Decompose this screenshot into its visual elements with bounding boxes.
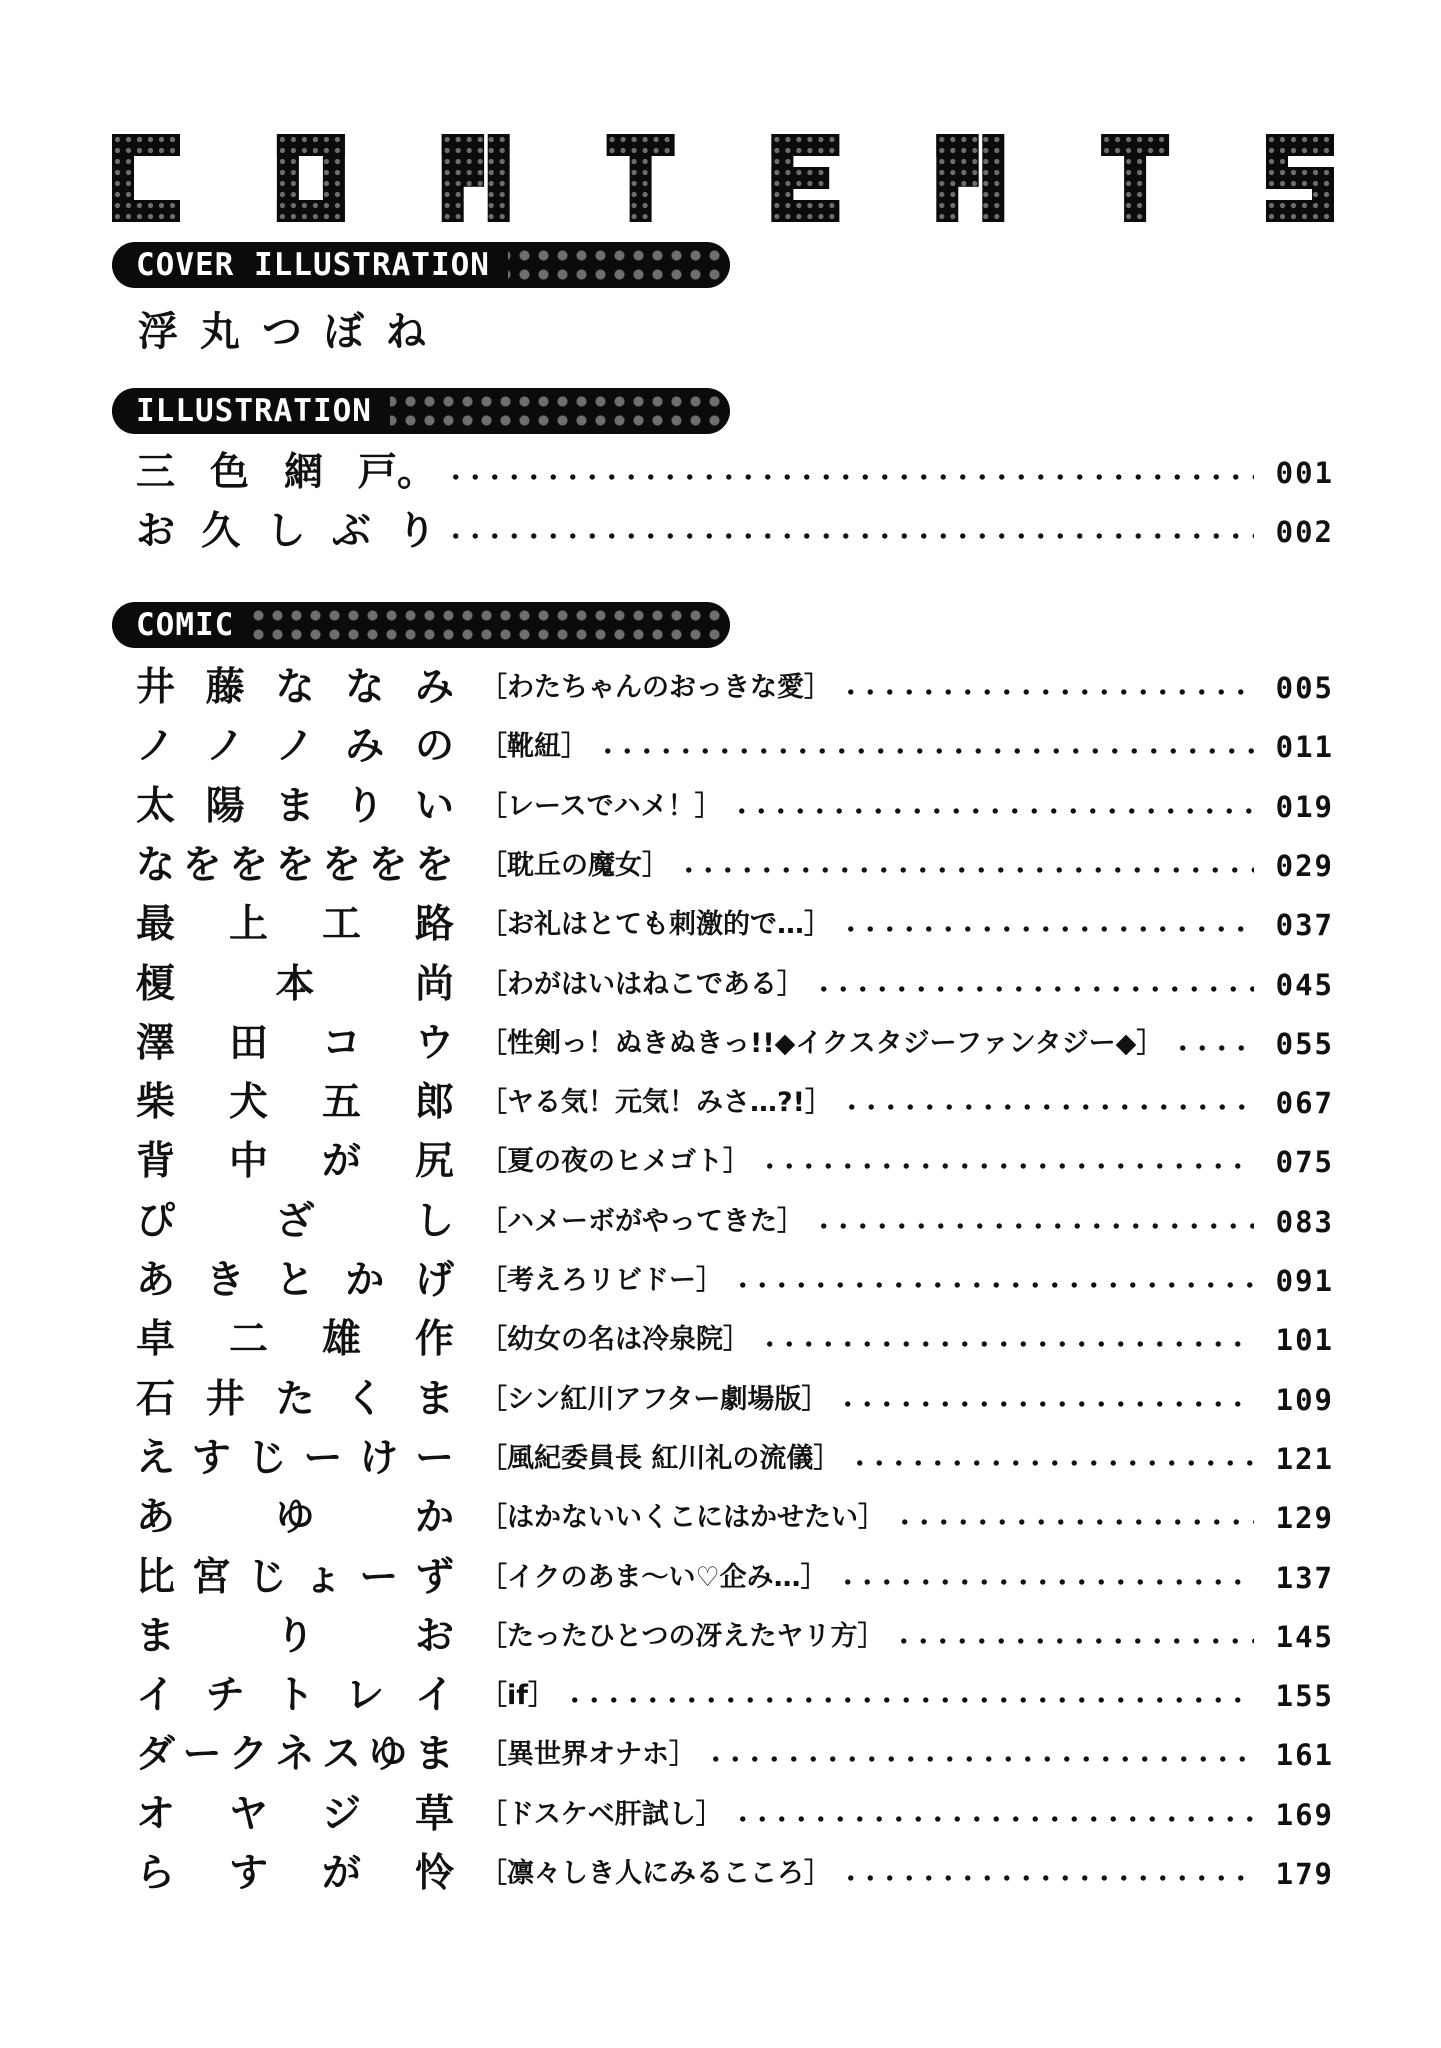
title-letter-t [607, 134, 675, 222]
toc-entry [136, 1610, 1334, 1664]
entry-page-number: 005 [1275, 671, 1334, 705]
section-label: COVER ILLUSTRATION [112, 242, 508, 288]
artist-glyph: あ [136, 1495, 176, 1541]
entry-page-number: 083 [1275, 1204, 1334, 1239]
title-letter-o [277, 134, 345, 222]
artist-glyph: 五 [321, 1080, 361, 1126]
toc-entry [136, 1254, 1334, 1308]
toc-entry [136, 720, 1334, 774]
artist-glyph: ー [303, 1435, 343, 1481]
artist-glyph: ノ [136, 724, 176, 770]
entry-work-title: ［たったひとつの冴えたヤリ方］ [480, 1620, 885, 1652]
artist-glyph: ざ [275, 1198, 315, 1244]
dot-leader [850, 1460, 1254, 1466]
artist-glyph: ー [359, 1554, 399, 1600]
artist-glyph: し [414, 1198, 454, 1244]
entry-page-number: 029 [1275, 848, 1334, 883]
entry-page-number: 145 [1275, 1619, 1334, 1654]
dot-leader [733, 1282, 1254, 1288]
entry-artist [136, 898, 454, 952]
artist-glyph: を [182, 842, 222, 888]
toc-entry [136, 1373, 1334, 1427]
artist-glyph: 榎 [136, 961, 176, 1007]
artist-glyph: 柴 [136, 1080, 176, 1126]
entry-work-title: ［凛々しき人にみるこころ］ [480, 1858, 831, 1889]
toc-entry [136, 1313, 1334, 1367]
artist-glyph: 二 [228, 1317, 268, 1363]
entry-artist [136, 1373, 454, 1427]
artist-glyph: 尻 [414, 1139, 454, 1185]
artist-glyph: を [228, 842, 268, 888]
entry-artist [136, 1076, 454, 1130]
artist-glyph: く [345, 1376, 385, 1422]
entry-work-title: ［はかないいくこにはかせたい］ [480, 1502, 885, 1534]
artist-glyph: お [136, 509, 176, 554]
dot-leader [841, 689, 1254, 695]
artist-glyph: が [321, 1139, 361, 1185]
entry-artist [136, 1313, 454, 1367]
artist-glyph: ま [414, 1376, 454, 1422]
artist-glyph: 最 [136, 902, 176, 948]
entry-page-number: 137 [1275, 1560, 1334, 1595]
artist-glyph: か [345, 1258, 385, 1303]
artist-glyph: 尚 [414, 961, 454, 1007]
entry-page-number: 001 [1275, 456, 1334, 490]
entry-work-title: ［幼女の名は冷泉院］ [480, 1324, 750, 1356]
cover-artist-name: 浮丸つぼね [138, 309, 448, 355]
title-letter-e [771, 134, 839, 222]
artist-glyph: み [414, 665, 454, 710]
artist-glyph: ウ [414, 1020, 454, 1066]
section-header-cover-illustration [112, 242, 730, 288]
entry-artist [136, 1491, 454, 1545]
artist-glyph: ダ [136, 1732, 176, 1778]
toc-entry [136, 1669, 1334, 1723]
entry-work-title: ［ヤる気！元気！みさ…?!］ [480, 1087, 832, 1119]
entry-artist [136, 1610, 454, 1664]
title-letter-t [1101, 134, 1169, 222]
toc-entry [136, 661, 1334, 715]
artist-glyph: コ [321, 1020, 361, 1066]
toc-entry [136, 1551, 1334, 1605]
artist-glyph: す [228, 1851, 268, 1896]
artist-glyph: 太 [136, 783, 176, 829]
artist-glyph: 犬 [228, 1080, 268, 1126]
artist-glyph: あ [136, 1258, 176, 1303]
artist-glyph: し [266, 509, 306, 554]
artist-glyph: の [414, 724, 454, 770]
artist-glyph: を [321, 842, 361, 888]
artist-glyph: げ [414, 1258, 454, 1303]
artist-glyph: ま [414, 1732, 454, 1778]
artist-glyph: い [414, 783, 454, 829]
artist-glyph: ヤ [228, 1791, 268, 1837]
artist-glyph: 中 [228, 1139, 268, 1185]
entry-page-number: 101 [1275, 1323, 1334, 1358]
entry-page-number: 155 [1275, 1679, 1334, 1714]
dot-leader [565, 1697, 1254, 1703]
artist-glyph: 陽 [205, 783, 245, 829]
artist-glyph: ス [321, 1732, 361, 1778]
toc-entry [136, 505, 1334, 559]
dot-leader [598, 748, 1254, 754]
artist-glyph: 工 [321, 902, 361, 948]
artist-glyph: 雄 [321, 1317, 361, 1363]
entry-artist [136, 1728, 454, 1782]
artist-glyph: 井 [205, 1376, 245, 1422]
artist-glyph: け [359, 1435, 399, 1481]
title-letter-n [936, 134, 1004, 222]
dot-leader [706, 1756, 1254, 1762]
artist-glyph: 石 [136, 1376, 176, 1422]
artist-glyph: じ [247, 1435, 287, 1481]
entry-artist [136, 1195, 454, 1249]
entry-page-number: 091 [1275, 1264, 1334, 1298]
artist-glyph: じ [247, 1554, 287, 1600]
artist-glyph: ゆ [368, 1732, 408, 1778]
toc-entry [136, 839, 1334, 893]
toc-entry [136, 1728, 1334, 1782]
entry-page-number: 129 [1275, 1501, 1334, 1536]
entry-page-number: 161 [1275, 1738, 1334, 1773]
toc-entry [136, 1076, 1334, 1130]
entry-page-number: 055 [1275, 1026, 1334, 1061]
entry-page-number: 121 [1275, 1441, 1334, 1476]
dot-leader [760, 1341, 1254, 1347]
entry-work-title: ［お礼はとても刺激的で…］ [480, 909, 831, 941]
entry-artist [136, 505, 436, 559]
artist-glyph: を [275, 842, 315, 888]
toc-entry [136, 1432, 1334, 1486]
artist-glyph: ず [414, 1554, 454, 1600]
dot-leader [838, 1401, 1254, 1407]
artist-glyph: 三 [136, 450, 176, 495]
artist-glyph: ジ [321, 1791, 361, 1837]
toc-entry [136, 1195, 1334, 1249]
artist-glyph: 本 [275, 961, 315, 1007]
artist-glyph: 網 [283, 450, 323, 495]
artist-glyph: ト [275, 1673, 315, 1719]
dot-leader [894, 1638, 1254, 1644]
artist-glyph: 宮 [191, 1554, 231, 1600]
dot-leader [841, 1875, 1254, 1881]
artist-glyph: ノ [275, 724, 315, 770]
artist-glyph: 久 [201, 509, 241, 554]
entry-work-title: ［イクのあま～い♡企み…］ [480, 1561, 828, 1593]
artist-glyph: ぴ [136, 1198, 176, 1244]
artist-glyph: 比 [136, 1554, 176, 1600]
artist-glyph: 上 [228, 902, 268, 948]
entry-work-title: ［靴紐］ [480, 731, 588, 763]
artist-glyph: 田 [228, 1020, 268, 1066]
entry-artist [136, 1017, 454, 1071]
artist-glyph: な [136, 842, 176, 888]
entry-page-number: 045 [1275, 967, 1334, 1002]
artist-glyph: な [275, 665, 315, 710]
dot-leader [733, 1816, 1254, 1822]
section-header-comic [112, 602, 730, 648]
entry-work-title: ［考えろリビドー］ [480, 1265, 723, 1296]
artist-glyph: ょ [303, 1554, 343, 1600]
entry-page-number: 109 [1275, 1382, 1334, 1417]
artist-glyph: が [321, 1851, 361, 1896]
page-title [112, 134, 1334, 222]
artist-glyph: え [136, 1435, 176, 1481]
artist-glyph: を [414, 842, 454, 888]
artist-glyph: み [345, 724, 385, 770]
entry-page-number: 037 [1275, 908, 1334, 943]
artist-glyph: ク [228, 1732, 268, 1778]
entry-page-number: 179 [1275, 1857, 1334, 1891]
toc-entry [136, 958, 1334, 1012]
entry-page-number: 169 [1275, 1797, 1334, 1832]
artist-glyph: お [414, 1613, 454, 1659]
dot-leader [841, 926, 1254, 932]
artist-glyph: 卓 [136, 1317, 176, 1363]
artist-glyph: か [414, 1495, 454, 1541]
toc-entry [136, 1788, 1334, 1842]
section-label: ILLUSTRATION [112, 388, 390, 434]
toc-entry [136, 446, 1334, 500]
artist-glyph: ー [182, 1732, 222, 1778]
entry-page-number: 075 [1275, 1145, 1334, 1180]
entry-artist [136, 1135, 454, 1189]
dot-leader [732, 808, 1254, 814]
artist-glyph: 背 [136, 1139, 176, 1185]
entry-work-title: ［夏の夜のヒメゴト］ [480, 1146, 750, 1178]
entry-page-number: 011 [1275, 730, 1334, 765]
artist-glyph: 怜 [414, 1851, 454, 1896]
artist-glyph: イ [136, 1673, 176, 1719]
artist-glyph: ノ [205, 724, 245, 770]
artist-glyph: ー [414, 1435, 454, 1481]
entry-artist [136, 1788, 454, 1842]
dot-leader [895, 1519, 1254, 1525]
contents-title-graphic [112, 134, 1334, 222]
artist-glyph: 色 [209, 450, 249, 495]
artist-glyph: ネ [275, 1732, 315, 1778]
entry-work-title: ［ハメーボがやってきた］ [480, 1205, 804, 1237]
entry-work-title: ［レースでハメ！］ [480, 790, 722, 822]
dot-leader [814, 986, 1254, 992]
entry-work-title: ［風紀委員長 紅川礼の流儀］ [480, 1442, 841, 1474]
dot-leader [842, 1104, 1254, 1110]
artist-glyph: ま [275, 783, 315, 829]
artist-glyph: ぶ [331, 509, 371, 554]
entry-artist [136, 958, 454, 1012]
entry-artist [136, 661, 454, 715]
artist-glyph: を [368, 842, 408, 888]
toc-entry [136, 1017, 1334, 1071]
entry-work-title: ［ドスケベ肝試し］ [480, 1798, 723, 1830]
dot-leader [446, 533, 1254, 539]
entry-artist [136, 1551, 454, 1605]
artist-glyph: チ [205, 1673, 245, 1719]
artist-glyph: レ [345, 1673, 385, 1719]
section-header-illustration [112, 388, 730, 434]
artist-glyph: た [275, 1376, 315, 1422]
entry-page-number: 019 [1275, 789, 1334, 824]
entry-artist [136, 720, 454, 774]
entry-work-title: ［異世界オナホ］ [480, 1739, 696, 1771]
entry-work-title: ［性剣っ！ぬきぬきっ!!◆イクスタジーファンタジー◆］ [480, 1027, 1164, 1059]
artist-glyph: と [275, 1258, 315, 1303]
title-letter-n [442, 134, 510, 222]
artist-glyph: 作 [414, 1317, 454, 1363]
entry-artist [136, 446, 436, 500]
entry-work-title: ［耽丘の魔女］ [480, 849, 669, 881]
dot-leader [679, 867, 1254, 873]
artist-glyph: 路 [414, 902, 454, 948]
artist-glyph: ら [136, 1851, 176, 1896]
section-label: COMIC [112, 602, 252, 648]
entry-artist [136, 1254, 454, 1308]
entry-artist [136, 1432, 454, 1486]
entry-artist [136, 839, 454, 893]
entry-work-title: ［わがはいはねこである］ [480, 968, 804, 1000]
artist-glyph: ゆ [275, 1495, 315, 1541]
entry-artist [136, 1847, 454, 1901]
artist-glyph: 藤 [205, 665, 245, 710]
artist-glyph: り [345, 783, 385, 829]
artist-glyph: 井 [136, 665, 176, 710]
title-letter-c [112, 134, 180, 222]
artist-glyph: な [345, 665, 385, 710]
title-letter-s [1266, 134, 1334, 222]
dot-leader [446, 474, 1254, 480]
entry-page-number: 002 [1275, 515, 1334, 549]
artist-glyph: 草 [414, 1791, 454, 1837]
artist-glyph: き [205, 1258, 245, 1303]
toc-entry [136, 898, 1334, 952]
toc-entry [136, 780, 1334, 834]
artist-glyph: り [396, 509, 436, 554]
artist-glyph: す [191, 1435, 231, 1481]
artist-glyph: オ [136, 1791, 176, 1837]
entry-artist [136, 1669, 454, 1723]
artist-glyph: イ [414, 1673, 454, 1719]
dot-leader [838, 1579, 1254, 1585]
entry-work-title: ［シン紅川アフター劇場版］ [480, 1383, 829, 1415]
entry-page-number: 067 [1275, 1086, 1334, 1121]
artist-glyph: 戸。 [357, 450, 436, 495]
dot-leader [814, 1223, 1254, 1229]
artist-glyph: 郎 [414, 1080, 454, 1126]
toc-entry [136, 1847, 1334, 1901]
entry-work-title: ［わたちゃんのおっきな愛］ [480, 672, 831, 703]
toc-entry [136, 1135, 1334, 1189]
dot-leader [760, 1163, 1254, 1169]
entry-work-title: ［if］ [480, 1680, 556, 1712]
toc-entry [136, 1491, 1334, 1545]
entry-artist [136, 780, 454, 834]
artist-glyph: り [275, 1613, 315, 1659]
artist-glyph: 澤 [136, 1020, 176, 1066]
dot-leader [1173, 1045, 1254, 1051]
artist-glyph: ま [136, 1613, 176, 1659]
